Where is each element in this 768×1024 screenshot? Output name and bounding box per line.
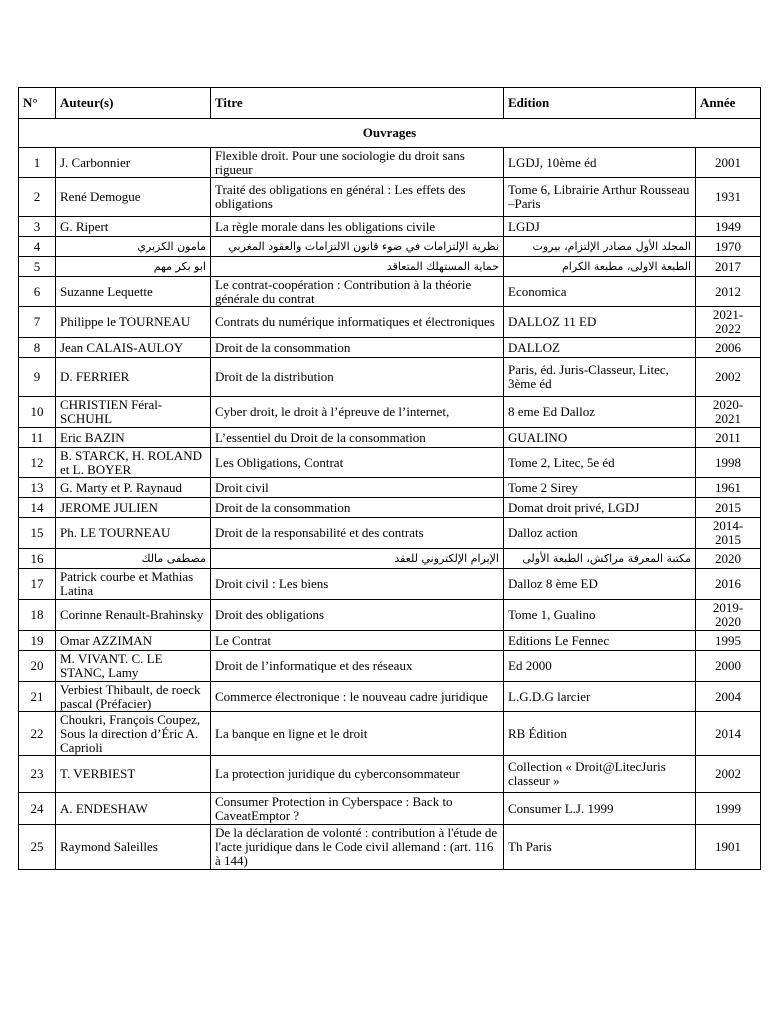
cell-year: 2014 [696,712,761,756]
cell-edition: GUALINO [504,428,696,448]
cell-edition: Ed 2000 [504,651,696,682]
cell-number: 15 [19,518,56,549]
cell-edition: DALLOZ 11 ED [504,307,696,338]
cell-year: 2015 [696,498,761,518]
cell-year: 1901 [696,825,761,870]
cell-edition: Dalloz 8 ème ED [504,569,696,600]
table-row [19,397,761,428]
cell-title: Droit civil : Les biens [211,569,504,600]
cell-year: 1931 [696,178,761,217]
table-row [19,478,761,498]
cell-year: 2017 [696,257,761,277]
table-row [19,277,761,307]
cell-number: 9 [19,358,56,397]
cell-title: Droit de la distribution [211,358,504,397]
cell-title: Droit de l’informatique et des réseaux [211,651,504,682]
cell-author: M. VIVANT. C. LE STANC, Lamy [56,651,211,682]
table-row [19,825,761,870]
cell-title: نظرية الإلتزامات في ضوء قانون الالتزامات والعقود المغربي [211,237,504,257]
cell-year: 1998 [696,448,761,478]
cell-edition: Paris, éd. Juris-Classeur, Litec, 3ème éd [504,358,696,397]
cell-author: Raymond Saleilles [56,825,211,870]
cell-author: T. VERBIEST [56,756,211,793]
cell-year: 2011 [696,428,761,448]
cell-edition: L.G.D.G larcier [504,682,696,712]
cell-edition: LGDJ, 10ème éd [504,148,696,178]
cell-edition: Th Paris [504,825,696,870]
cell-title: L’essentiel du Droit de la consommation [211,428,504,448]
cell-number: 23 [19,756,56,793]
cell-title: Consumer Protection in Cyberspace : Back to CaveatEmptor ? [211,793,504,825]
cell-number: 19 [19,631,56,651]
cell-year: 2020 [696,549,761,569]
cell-number: 12 [19,448,56,478]
table-row [19,682,761,712]
cell-edition: RB Édition [504,712,696,756]
cell-author: مامون الكزبري [56,237,211,257]
cell-edition: مكتبة المعرفة مراكش، الطبعة الأولى [504,549,696,569]
cell-title: Droit civil [211,478,504,498]
cell-title: Les Obligations, Contrat [211,448,504,478]
cell-author: Philippe le TOURNEAU [56,307,211,338]
cell-year: 2016 [696,569,761,600]
table-row [19,651,761,682]
cell-number: 5 [19,257,56,277]
cell-author: B. STARCK, H. ROLAND et L. BOYER [56,448,211,478]
cell-author: Patrick courbe et Mathias Latina [56,569,211,600]
cell-year: 1961 [696,478,761,498]
cell-author: Omar AZZIMAN [56,631,211,651]
table-row [19,307,761,338]
cell-title: La protection juridique du cyberconsommateur [211,756,504,793]
cell-title: La banque en ligne et le droit [211,712,504,756]
cell-author: مصطفى مالك [56,549,211,569]
cell-title: الإبرام الإلكتروني للعقد [211,549,504,569]
cell-author: Verbiest Thibault, de roeck pascal (Préfacier) [56,682,211,712]
table-row [19,338,761,358]
cell-year: 1999 [696,793,761,825]
section-row [19,119,761,148]
header-number: N° [19,88,56,119]
cell-year: 2006 [696,338,761,358]
cell-title: Droit de la consommation [211,338,504,358]
table-row [19,148,761,178]
header-row [19,88,761,119]
cell-number: 3 [19,217,56,237]
cell-author: G. Ripert [56,217,211,237]
cell-number: 1 [19,148,56,178]
cell-edition: Economica [504,277,696,307]
cell-author: ابو بكر مهم [56,257,211,277]
cell-edition: Tome 2, Litec, 5e éd [504,448,696,478]
cell-year: 2002 [696,358,761,397]
table-row [19,549,761,569]
cell-edition: DALLOZ [504,338,696,358]
cell-author: D. FERRIER [56,358,211,397]
cell-edition: Tome 1, Gualino [504,600,696,631]
cell-edition: Tome 2 Sirey [504,478,696,498]
bibliography-table [18,87,761,870]
cell-edition: Dalloz action [504,518,696,549]
table-row [19,217,761,237]
cell-number: 25 [19,825,56,870]
cell-title: De la déclaration de volonté : contribution à l'étude de l'acte juridique dans le Code civil allemand : (art. 116 à 144) [211,825,504,870]
cell-title: Flexible droit. Pour une sociologie du droit sans rigueur [211,148,504,178]
cell-author: Jean CALAIS-AULOY [56,338,211,358]
cell-author: René Demogue [56,178,211,217]
cell-author: G. Marty et P. Raynaud [56,478,211,498]
table-row [19,756,761,793]
cell-title: La règle morale dans les obligations civile [211,217,504,237]
header-author: Auteur(s) [56,88,211,119]
cell-number: 6 [19,277,56,307]
cell-number: 24 [19,793,56,825]
cell-title: Droit de la responsabilité et des contrats [211,518,504,549]
cell-number: 20 [19,651,56,682]
cell-number: 18 [19,600,56,631]
cell-title: Cyber droit, le droit à l’épreuve de l’internet, [211,397,504,428]
cell-number: 8 [19,338,56,358]
header-title: Titre [211,88,504,119]
cell-number: 4 [19,237,56,257]
table-row [19,498,761,518]
table-row [19,237,761,257]
cell-number: 16 [19,549,56,569]
cell-author: J. Carbonnier [56,148,211,178]
cell-number: 13 [19,478,56,498]
table-row [19,600,761,631]
table-row [19,793,761,825]
table-row [19,631,761,651]
table-header [19,88,761,119]
cell-number: 21 [19,682,56,712]
cell-year: 1970 [696,237,761,257]
table-row [19,358,761,397]
cell-author: Corinne Renault-Brahinsky [56,600,211,631]
cell-number: 10 [19,397,56,428]
header-year: Année [696,88,761,119]
cell-edition: Collection « Droit@LitecJuris classeur » [504,756,696,793]
cell-year: 2021-2022 [696,307,761,338]
cell-title: Commerce électronique : le nouveau cadre juridique [211,682,504,712]
cell-edition: Tome 6, Librairie Arthur Rousseau –Paris [504,178,696,217]
cell-number: 7 [19,307,56,338]
cell-title: Traité des obligations en général : Les effets des obligations [211,178,504,217]
table-body [19,119,761,870]
cell-year: 2014-2015 [696,518,761,549]
cell-edition: المجلد الأول مصادر الإلتزام، بيروت [504,237,696,257]
table-row [19,257,761,277]
table-row [19,569,761,600]
cell-author: Suzanne Lequette [56,277,211,307]
table-row [19,712,761,756]
cell-author: Eric BAZIN [56,428,211,448]
section-label: Ouvrages [19,119,761,148]
cell-number: 11 [19,428,56,448]
cell-year: 2019-2020 [696,600,761,631]
cell-year: 2002 [696,756,761,793]
cell-author: JEROME JULIEN [56,498,211,518]
cell-number: 22 [19,712,56,756]
table-row [19,518,761,549]
cell-edition: Consumer L.J. 1999 [504,793,696,825]
cell-number: 14 [19,498,56,518]
cell-title: Droit des obligations [211,600,504,631]
cell-title: Le contrat-coopération : Contribution à la théorie générale du contrat [211,277,504,307]
cell-edition: Domat droit privé, LGDJ [504,498,696,518]
cell-edition: LGDJ [504,217,696,237]
cell-year: 2020-2021 [696,397,761,428]
cell-author: Choukri, François Coupez, Sous la direction d’Éric A. Caprioli [56,712,211,756]
cell-title: Le Contrat [211,631,504,651]
cell-year: 2000 [696,651,761,682]
cell-year: 1949 [696,217,761,237]
cell-author: Ph. LE TOURNEAU [56,518,211,549]
cell-year: 2012 [696,277,761,307]
cell-number: 2 [19,178,56,217]
cell-edition: الطبعة الاولى، مطبعة الكرام [504,257,696,277]
cell-edition: 8 eme Ed Dalloz [504,397,696,428]
table-row [19,448,761,478]
cell-title: Droit de la consommation [211,498,504,518]
cell-number: 17 [19,569,56,600]
cell-author: CHRISTIEN Féral-SCHUHL [56,397,211,428]
header-edition: Edition [504,88,696,119]
cell-edition: Editions Le Fennec [504,631,696,651]
cell-year: 2004 [696,682,761,712]
cell-year: 1995 [696,631,761,651]
table-row [19,178,761,217]
cell-author: A. ENDESHAW [56,793,211,825]
cell-title: حماية المستهلك المتعاقد [211,257,504,277]
cell-year: 2001 [696,148,761,178]
cell-title: Contrats du numérique informatiques et électroniques [211,307,504,338]
table-row [19,428,761,448]
